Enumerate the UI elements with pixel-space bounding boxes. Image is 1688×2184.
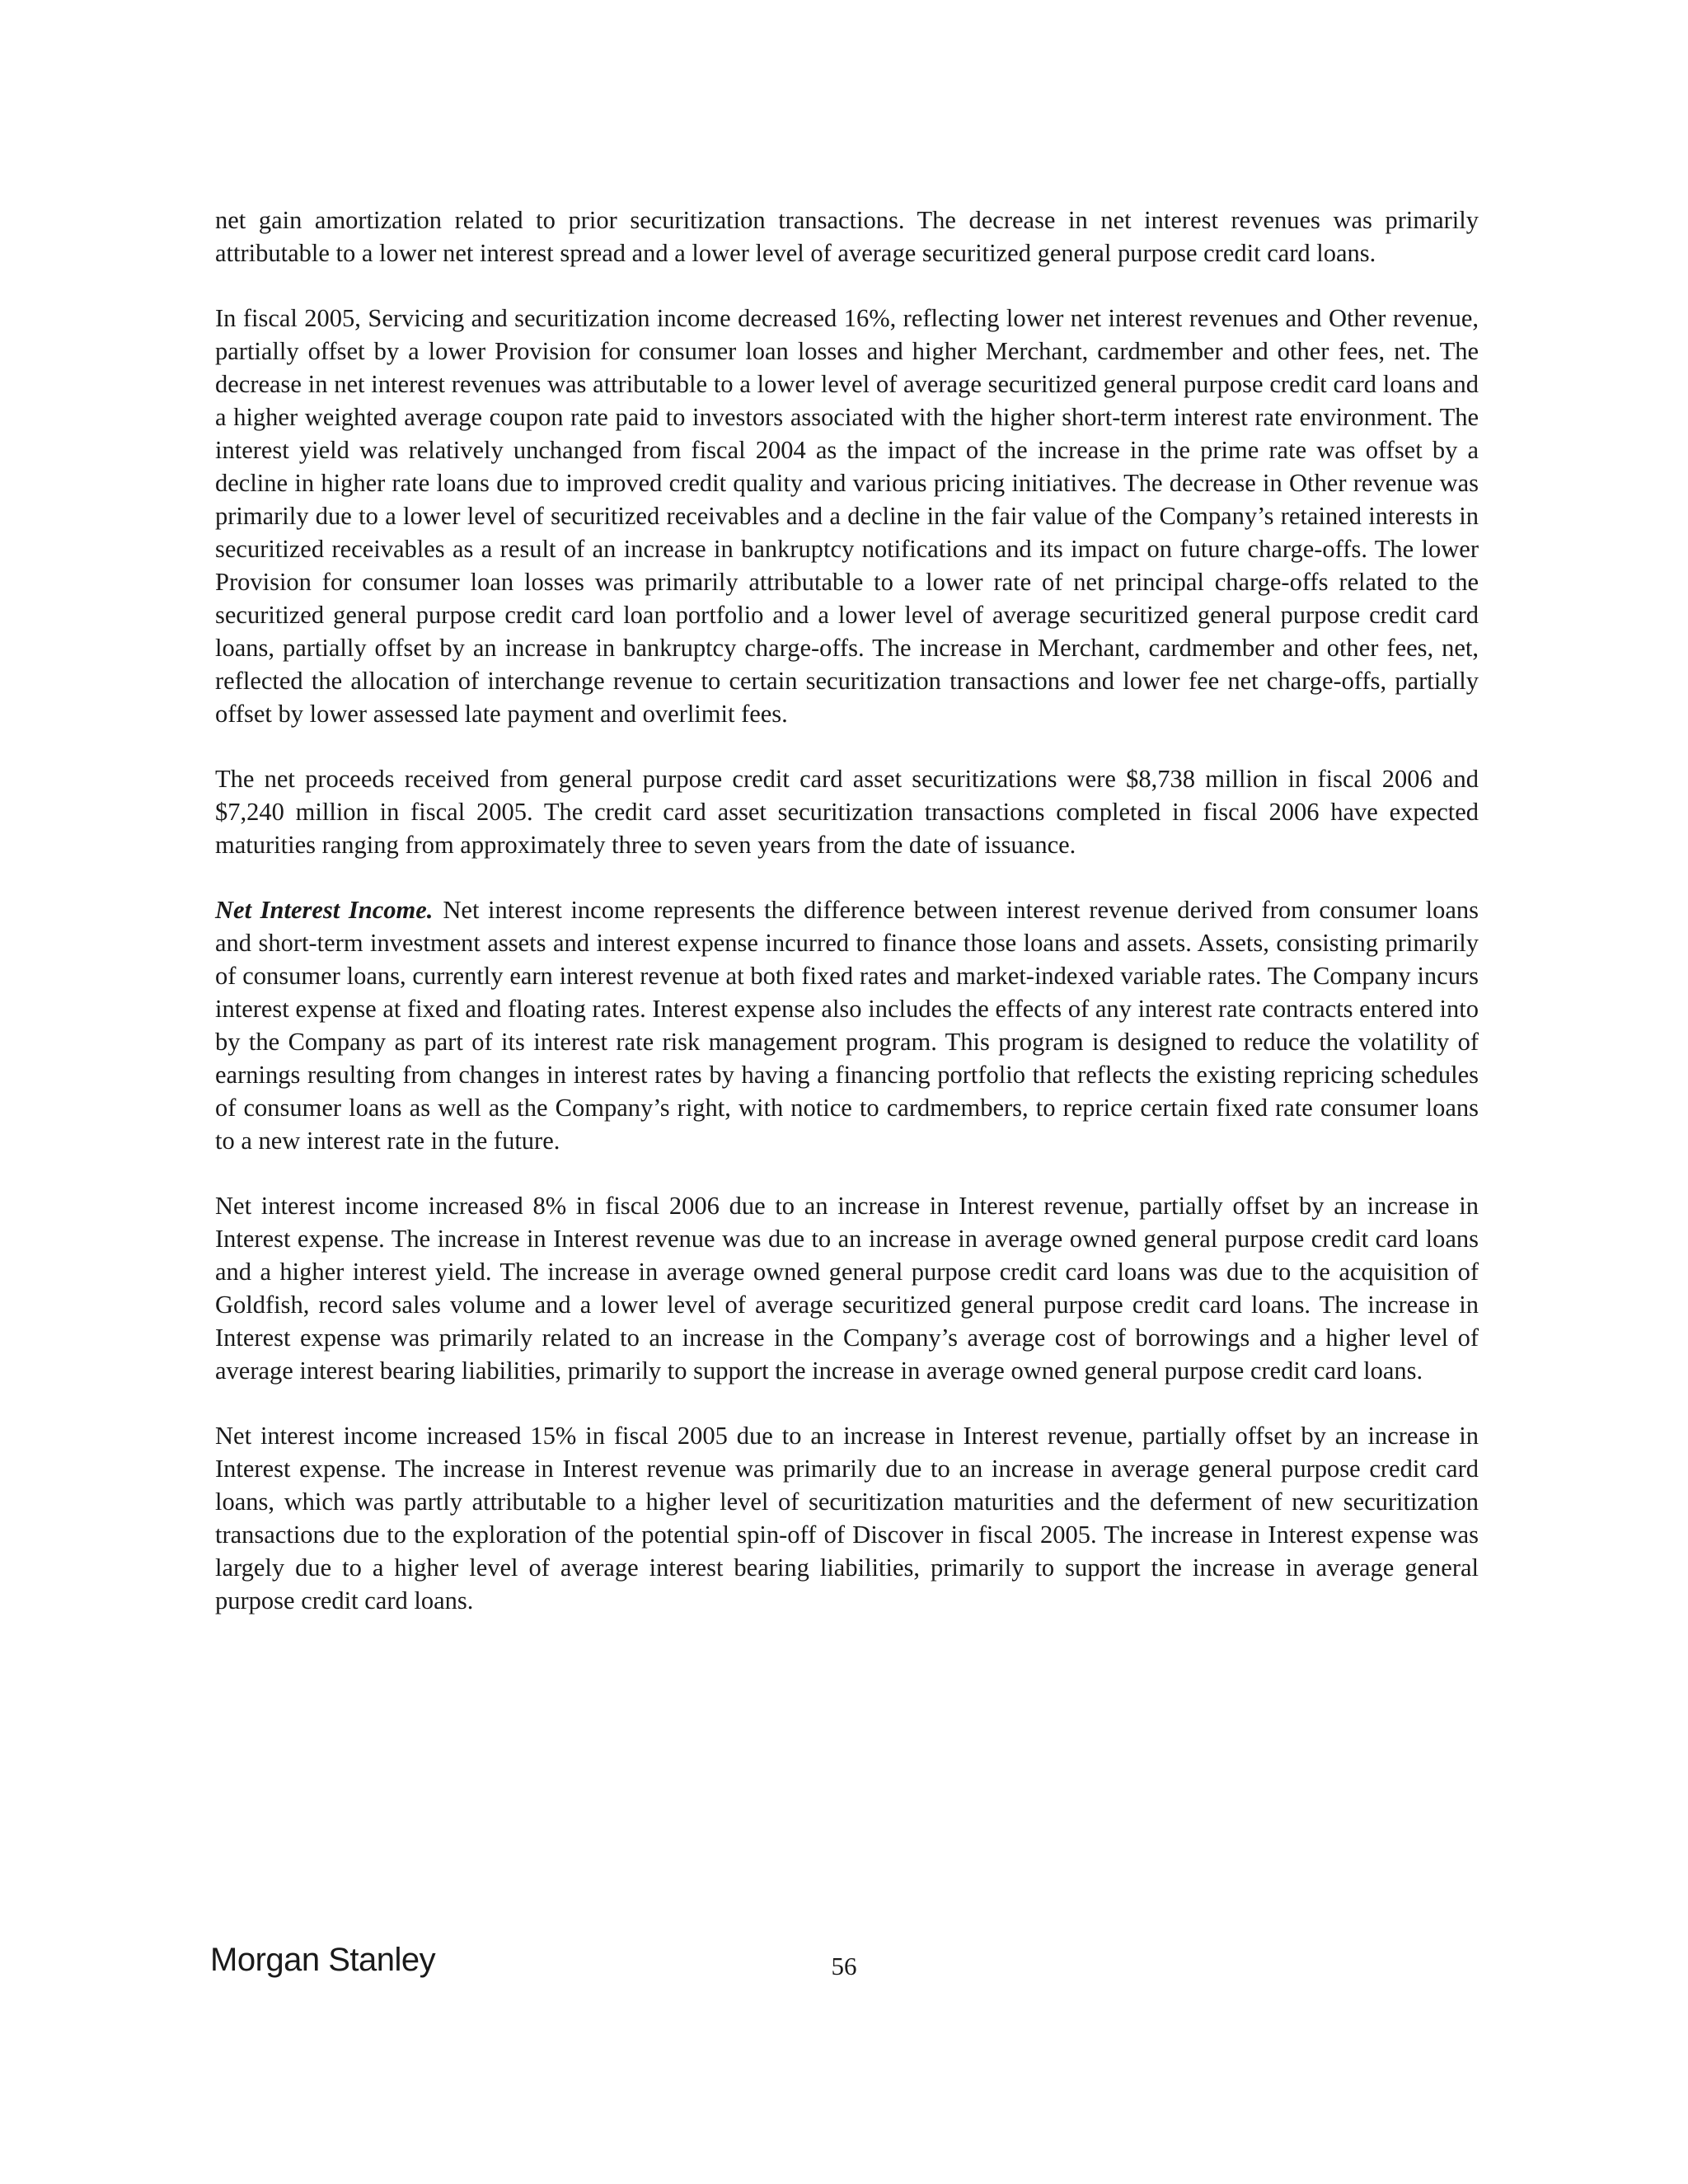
morgan-stanley-logo: Morgan Stanley xyxy=(210,1942,436,1978)
paragraph-text: Net interest income increased 15% in fiscal 2005 due to an increase in Interest revenue, partially offset by an increase in Interest expense. The increase in Interest revenue was primarily due to an increase in average general purpose credit card loans, which was partly attributable to a higher level of securitization maturities and the deferment of new securitization transactions due to the exploration of the potential spin-off of Discover in fiscal 2005. The increase in Interest expense was largely due to a higher level of average interest bearing liabilities, primarily to support the increase in average general purpose credit card loans. xyxy=(215,1422,1479,1615)
paragraph-text: The net proceeds received from general purpose credit card asset securitizations were $8,738 million in fiscal 2006 and $7,240 million in fiscal 2005. The credit card asset securitization transactions completed in fiscal 2006 have expected maturities ranging from approximately three to seven years from the date of issuance. xyxy=(215,765,1479,859)
paragraph-text: Net interest income represents the difference between interest revenue derived from consumer loans and short-term investment assets and interest expense incurred to finance those loans and assets. Assets, consisting primarily of consumer loans, currently earn interest revenue at both fixed rates and market-indexed variable rates. The Company incurs interest expense at fixed and floating rates. Interest expense also includes the effects of any interest rate contracts entered into by the Company as part of its interest rate risk management program. This program is designed to reduce the volatility of earnings resulting from changes in interest rates by having a financing portfolio that reflects the existing repricing schedules of consumer loans as well as the Company’s right, with notice to cardmembers, to reprice certain fixed rate consumer loans to a new interest rate in the future. xyxy=(215,896,1479,1155)
paragraph-fiscal-2005-servicing xyxy=(215,302,1479,730)
section-heading-net-interest-income: Net Interest Income. xyxy=(215,896,434,924)
paragraph-fiscal-2005-nii xyxy=(215,1419,1479,1617)
paragraph-fiscal-2006-nii xyxy=(215,1189,1479,1387)
body-text xyxy=(215,204,1479,1649)
paragraph-securitization-continued xyxy=(215,204,1479,269)
paragraph-net-interest-income xyxy=(215,893,1479,1157)
paragraph-net-proceeds xyxy=(215,762,1479,861)
page-number: 56 xyxy=(831,1952,857,1980)
paragraph-text: Net interest income increased 8% in fiscal 2006 due to an increase in Interest revenue, partially offset by an increase in Interest expense. The increase in Interest revenue was due to an increase in average owned general purpose credit card loans and a higher interest yield. The increase in average owned general purpose credit card loans was due to the acquisition of Goldfish, record sales volume and a lower level of average securitized general purpose credit card loans. The increase in Interest expense was primarily related to an increase in the Company’s average cost of borrowings and a higher level of average interest bearing liabilities, primarily to support the increase in average owned general purpose credit card loans. xyxy=(215,1192,1479,1385)
paragraph-text: In fiscal 2005, Servicing and securitization income decreased 16%, reflecting lower net interest revenues and Other revenue, partially offset by a lower Provision for consumer loan losses and higher Merchant, cardmember and other fees, net. The decrease in net interest revenues was attributable to a lower level of average securitized general purpose credit card loans and a higher weighted average coupon rate paid to investors associated with the higher short-term interest rate environment. The interest yield was relatively unchanged from fiscal 2004 as the impact of the increase in the prime rate was offset by a decline in higher rate loans due to improved credit quality and various pricing initiatives. The decrease in Other revenue was primarily due to a lower level of securitized receivables and a decline in the fair value of the Company’s retained interests in securitized receivables as a result of an increase in bankruptcy notifications and its impact on future charge-offs. The lower Provision for consumer loan losses was primarily attributable to a lower rate of net principal charge-offs related to the securitized general purpose credit card loan portfolio and a lower level of average securitized general purpose credit card loans, partially offset by an increase in bankruptcy charge-offs. The increase in Merchant, cardmember and other fees, net, reflected the allocation of interchange revenue to certain securitization transactions and lower fee net charge-offs, partially offset by lower assessed late payment and overlimit fees. xyxy=(215,304,1479,728)
paragraph-text: net gain amortization related to prior securitization transactions. The decrease in net interest revenues was primarily attributable to a lower net interest spread and a lower level of average securitized general purpose credit card loans. xyxy=(215,206,1479,267)
